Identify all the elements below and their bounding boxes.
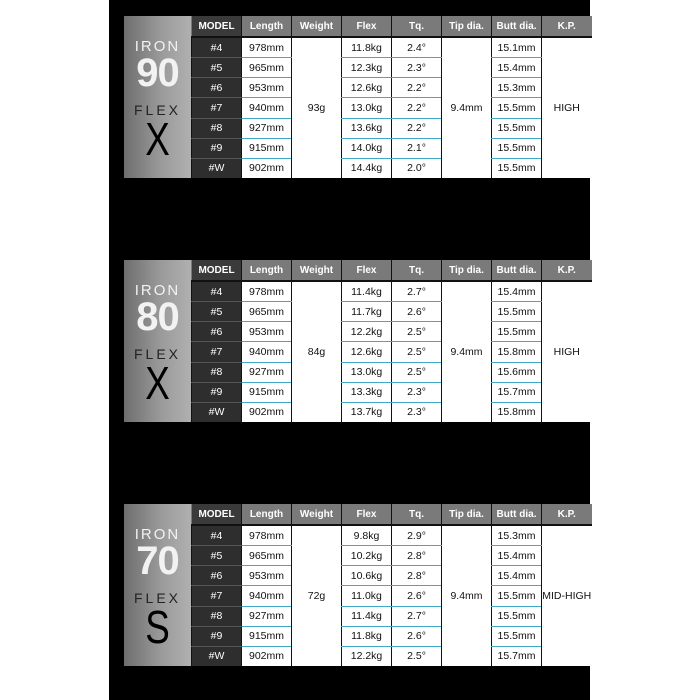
tip-dia-cell: 9.4mm — [442, 37, 492, 178]
model-cell: #4 — [192, 37, 242, 58]
spec-block-iron-70 — [124, 504, 591, 666]
header-cell-butt-dia: Butt dia. — [492, 260, 542, 281]
flex-cell: 14.4kg — [342, 158, 392, 178]
model-number: 90 — [136, 51, 179, 95]
torque-cell: 2.6° — [392, 626, 442, 646]
torque-cell: 2.7° — [392, 281, 442, 302]
model-cell: #8 — [192, 606, 242, 626]
butt-dia-cell: 15.7mm — [492, 382, 542, 402]
model-cell: #W — [192, 646, 242, 666]
weight-cell: 93g — [292, 37, 342, 178]
flex-letter: X — [145, 113, 170, 165]
model-cell: #5 — [192, 302, 242, 322]
header-cell-kick-point: K.P. — [542, 504, 592, 525]
length-cell: 940mm — [242, 342, 292, 362]
length-cell: 940mm — [242, 98, 292, 118]
torque-cell: 2.2° — [392, 98, 442, 118]
header-row — [192, 260, 592, 281]
butt-dia-cell: 15.4mm — [492, 546, 542, 566]
header-cell-length: Length — [242, 16, 292, 37]
flex-cell: 13.0kg — [342, 362, 392, 382]
weight-cell: 84g — [292, 281, 342, 422]
spec-block-iron-80 — [124, 260, 591, 422]
flex-letter: X — [145, 357, 170, 409]
flex-cell: 12.2kg — [342, 646, 392, 666]
spec-table — [191, 260, 592, 422]
butt-dia-cell: 15.5mm — [492, 606, 542, 626]
butt-dia-cell: 15.8mm — [492, 342, 542, 362]
butt-dia-cell: 15.3mm — [492, 525, 542, 546]
torque-cell: 2.6° — [392, 302, 442, 322]
butt-dia-cell: 15.4mm — [492, 58, 542, 78]
flex-label: FLEX — [133, 102, 181, 118]
length-cell: 940mm — [242, 586, 292, 606]
butt-dia-cell: 15.4mm — [492, 281, 542, 302]
table-row — [192, 58, 592, 78]
table-row — [192, 586, 592, 606]
model-cell: #5 — [192, 546, 242, 566]
spec-table — [191, 16, 592, 178]
header-cell-model: MODEL — [192, 260, 242, 281]
table-row — [192, 382, 592, 402]
torque-cell: 2.0° — [392, 158, 442, 178]
length-cell: 927mm — [242, 606, 292, 626]
spec-panel — [109, 0, 590, 700]
table-row — [192, 546, 592, 566]
model-cell: #7 — [192, 342, 242, 362]
length-cell: 953mm — [242, 566, 292, 586]
table-row — [192, 281, 592, 302]
weight-cell: 72g — [292, 525, 342, 666]
length-cell: 953mm — [242, 322, 292, 342]
butt-dia-cell: 15.5mm — [492, 302, 542, 322]
length-cell: 978mm — [242, 281, 292, 302]
model-cell: #5 — [192, 58, 242, 78]
header-cell-kick-point: K.P. — [542, 16, 592, 37]
butt-dia-cell: 15.7mm — [492, 646, 542, 666]
header-cell-butt-dia: Butt dia. — [492, 504, 542, 525]
kick-point-cell: MID-HIGH — [542, 525, 592, 666]
header-cell-torque: Tq. — [392, 16, 442, 37]
flex-cell: 12.6kg — [342, 78, 392, 98]
length-cell: 965mm — [242, 302, 292, 322]
header-cell-flex: Flex — [342, 504, 392, 525]
flex-cell: 13.7kg — [342, 402, 392, 422]
header-cell-kick-point: K.P. — [542, 260, 592, 281]
length-cell: 915mm — [242, 626, 292, 646]
series-label: IRON — [134, 282, 181, 299]
flex-cell: 13.0kg — [342, 98, 392, 118]
torque-cell: 2.5° — [392, 362, 442, 382]
model-cell: #6 — [192, 78, 242, 98]
tip-dia-cell: 9.4mm — [442, 281, 492, 422]
length-cell: 953mm — [242, 78, 292, 98]
model-cell: #6 — [192, 566, 242, 586]
length-cell: 978mm — [242, 525, 292, 546]
flex-cell: 11.4kg — [342, 281, 392, 302]
spec-block-iron-90 — [124, 16, 591, 178]
butt-dia-cell: 15.3mm — [492, 78, 542, 98]
model-cell: #9 — [192, 138, 242, 158]
torque-cell: 2.8° — [392, 546, 442, 566]
header-cell-length: Length — [242, 260, 292, 281]
butt-dia-cell: 15.8mm — [492, 402, 542, 422]
table-row — [192, 37, 592, 58]
torque-cell: 2.2° — [392, 78, 442, 98]
flex-cell: 13.6kg — [342, 118, 392, 138]
header-cell-tip-dia: Tip dia. — [442, 260, 492, 281]
torque-cell: 2.8° — [392, 566, 442, 586]
torque-cell: 2.1° — [392, 138, 442, 158]
header-cell-butt-dia: Butt dia. — [492, 16, 542, 37]
model-cell: #6 — [192, 322, 242, 342]
butt-dia-cell: 15.5mm — [492, 586, 542, 606]
length-cell: 927mm — [242, 118, 292, 138]
spec-table — [191, 504, 592, 666]
length-cell: 978mm — [242, 37, 292, 58]
table-row — [192, 342, 592, 362]
butt-dia-cell: 15.1mm — [492, 37, 542, 58]
flex-cell: 11.0kg — [342, 586, 392, 606]
flex-cell: 10.2kg — [342, 546, 392, 566]
model-number: 80 — [136, 295, 179, 339]
torque-cell: 2.3° — [392, 58, 442, 78]
header-cell-weight: Weight — [292, 504, 342, 525]
torque-cell: 2.6° — [392, 586, 442, 606]
model-cell: #7 — [192, 98, 242, 118]
table-row — [192, 606, 592, 626]
table-row — [192, 78, 592, 98]
flex-letter: S — [145, 601, 170, 653]
kick-point-cell: HIGH — [542, 37, 592, 178]
header-cell-torque: Tq. — [392, 504, 442, 525]
flex-cell: 10.6kg — [342, 566, 392, 586]
torque-cell: 2.4° — [392, 37, 442, 58]
table-row — [192, 525, 592, 546]
butt-dia-cell: 15.5mm — [492, 626, 542, 646]
header-row — [192, 504, 592, 525]
header-cell-weight: Weight — [292, 16, 342, 37]
flex-cell: 9.8kg — [342, 525, 392, 546]
torque-cell: 2.7° — [392, 606, 442, 626]
model-cell: #8 — [192, 362, 242, 382]
model-label-area — [124, 16, 191, 178]
series-label: IRON — [134, 526, 181, 543]
header-cell-model: MODEL — [192, 16, 242, 37]
butt-dia-cell: 15.5mm — [492, 98, 542, 118]
butt-dia-cell: 15.5mm — [492, 158, 542, 178]
torque-cell: 2.3° — [392, 382, 442, 402]
length-cell: 902mm — [242, 402, 292, 422]
length-cell: 965mm — [242, 546, 292, 566]
table-row — [192, 402, 592, 422]
series-label: IRON — [134, 38, 181, 55]
model-cell: #4 — [192, 525, 242, 546]
model-cell: #7 — [192, 586, 242, 606]
header-cell-tip-dia: Tip dia. — [442, 16, 492, 37]
torque-cell: 2.5° — [392, 342, 442, 362]
kick-point-cell: HIGH — [542, 281, 592, 422]
flex-cell: 12.2kg — [342, 322, 392, 342]
flex-label: FLEX — [133, 590, 181, 606]
length-cell: 902mm — [242, 646, 292, 666]
length-cell: 965mm — [242, 58, 292, 78]
header-cell-torque: Tq. — [392, 260, 442, 281]
butt-dia-cell: 15.6mm — [492, 362, 542, 382]
table-row — [192, 98, 592, 118]
flex-cell: 14.0kg — [342, 138, 392, 158]
flex-cell: 11.4kg — [342, 606, 392, 626]
table-row — [192, 322, 592, 342]
length-cell: 915mm — [242, 382, 292, 402]
model-cell: #4 — [192, 281, 242, 302]
header-cell-model: MODEL — [192, 504, 242, 525]
flex-cell: 11.8kg — [342, 37, 392, 58]
table-row — [192, 626, 592, 646]
torque-cell: 2.2° — [392, 118, 442, 138]
flex-cell: 11.8kg — [342, 626, 392, 646]
length-cell: 902mm — [242, 158, 292, 178]
model-label-area — [124, 504, 191, 666]
table-row — [192, 646, 592, 666]
flex-label: FLEX — [133, 346, 181, 362]
model-cell: #W — [192, 402, 242, 422]
header-cell-length: Length — [242, 504, 292, 525]
model-cell: #9 — [192, 626, 242, 646]
header-cell-tip-dia: Tip dia. — [442, 504, 492, 525]
table-row — [192, 362, 592, 382]
length-cell: 927mm — [242, 362, 292, 382]
table-row — [192, 138, 592, 158]
butt-dia-cell: 15.5mm — [492, 322, 542, 342]
model-label-area — [124, 260, 191, 422]
flex-cell: 11.7kg — [342, 302, 392, 322]
flex-cell: 13.3kg — [342, 382, 392, 402]
table-row — [192, 302, 592, 322]
table-row — [192, 118, 592, 138]
model-cell: #8 — [192, 118, 242, 138]
torque-cell: 2.5° — [392, 646, 442, 666]
header-cell-weight: Weight — [292, 260, 342, 281]
tip-dia-cell: 9.4mm — [442, 525, 492, 666]
model-cell: #W — [192, 158, 242, 178]
header-row — [192, 16, 592, 37]
table-row — [192, 566, 592, 586]
butt-dia-cell: 15.4mm — [492, 566, 542, 586]
header-cell-flex: Flex — [342, 16, 392, 37]
butt-dia-cell: 15.5mm — [492, 118, 542, 138]
butt-dia-cell: 15.5mm — [492, 138, 542, 158]
flex-cell: 12.3kg — [342, 58, 392, 78]
table-row — [192, 158, 592, 178]
header-cell-flex: Flex — [342, 260, 392, 281]
torque-cell: 2.9° — [392, 525, 442, 546]
flex-cell: 12.6kg — [342, 342, 392, 362]
model-number: 70 — [136, 539, 179, 583]
torque-cell: 2.5° — [392, 322, 442, 342]
length-cell: 915mm — [242, 138, 292, 158]
model-cell: #9 — [192, 382, 242, 402]
torque-cell: 2.3° — [392, 402, 442, 422]
